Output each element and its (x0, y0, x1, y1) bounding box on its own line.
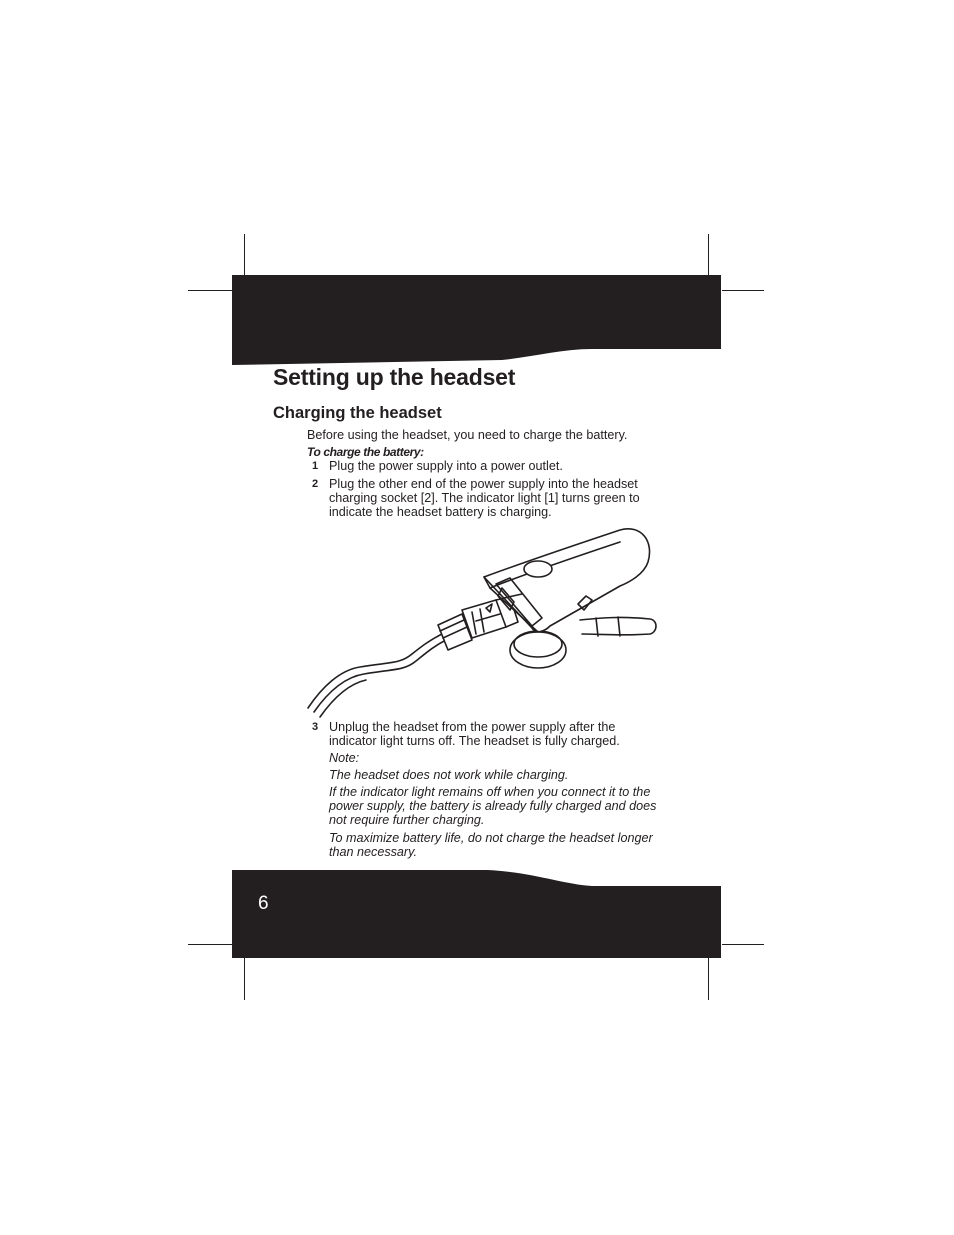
procedure-title: To charge the battery: (307, 445, 424, 459)
step-number: 1 (312, 460, 319, 472)
note-text: not require further charging. (329, 813, 485, 827)
note-text: To maximize battery life, do not charge the headset longer (329, 831, 653, 845)
step-text: Plug the other end of the power supply into the headset (329, 477, 638, 491)
crop-mark (708, 234, 709, 276)
page-number: 6 (258, 893, 269, 914)
footer-band (232, 870, 721, 958)
page-title: Setting up the headset (273, 364, 516, 390)
headset-charging-illustration (300, 522, 670, 722)
step-text: charging socket [2]. The indicator light [1] turns green to (329, 491, 640, 505)
step-text: indicator light turns off. The headset is fully charged. (329, 734, 620, 748)
crop-mark (708, 958, 709, 1000)
crop-mark (188, 944, 232, 945)
crop-mark (244, 234, 245, 276)
step-text: Plug the power supply into a power outlet. (329, 459, 563, 473)
note-text: If the indicator light remains off when you connect it to the (329, 785, 651, 799)
crop-mark (722, 290, 764, 291)
step-text: Unplug the headset from the power supply after the (329, 720, 616, 734)
intro-text: Before using the headset, you need to charge the battery. (307, 428, 628, 442)
note-label: Note: (329, 751, 360, 765)
note-text: power supply, the battery is already fully charged and does (329, 799, 657, 813)
step-number: 3 (312, 721, 319, 733)
crop-mark (188, 290, 232, 291)
section-title: Charging the headset (273, 404, 442, 422)
step-number: 2 (312, 478, 319, 490)
header-band (232, 275, 721, 365)
crop-mark (722, 944, 764, 945)
step-text: indicate the headset battery is charging. (329, 505, 552, 519)
note-text: The headset does not work while charging. (329, 768, 569, 782)
note-text: than necessary. (329, 845, 417, 859)
crop-mark (244, 958, 245, 1000)
